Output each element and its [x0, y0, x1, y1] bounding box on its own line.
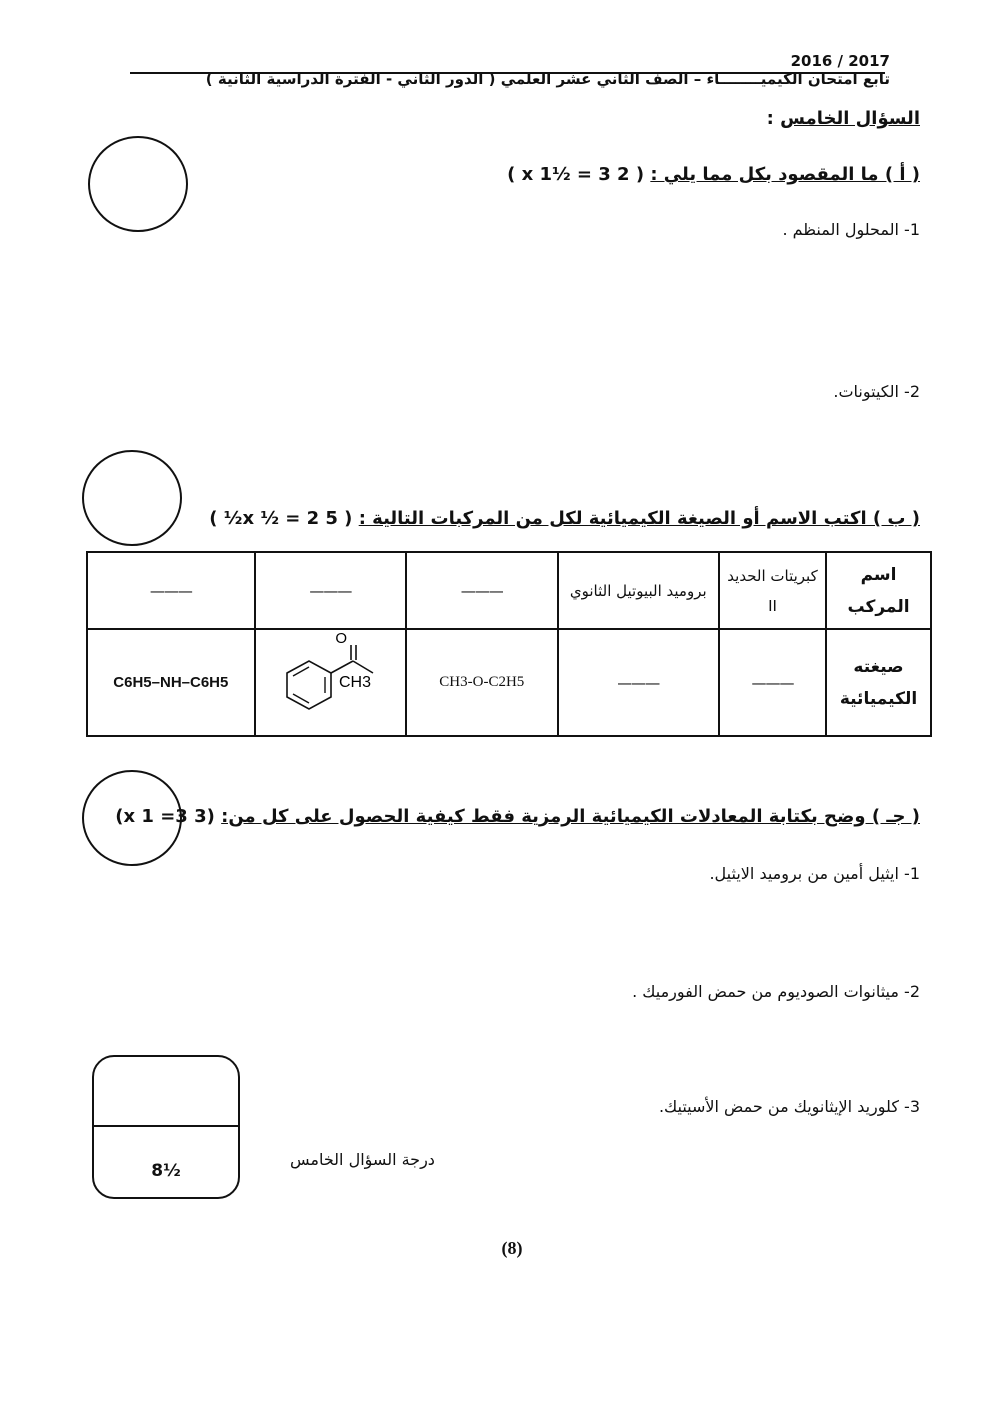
page-number: (8)	[501, 1238, 523, 1258]
grade-box-divider	[94, 1125, 238, 1127]
exam-year: 2016 / 2017	[790, 52, 890, 70]
name-cell-5: ———	[87, 552, 255, 629]
formula-cell-3: CH3-O-C2H5	[406, 629, 557, 736]
oxygen-label: O	[335, 632, 348, 647]
question-title	[767, 108, 920, 129]
part-c-head-text: ( جـ ) وضح بكتابة المعادلات الكيميائية الرمزية فقط كيفية الحصول على كل من:	[221, 806, 920, 827]
name-cell-2: بروميد البيوتيل الثانوي	[558, 552, 720, 629]
part-a-item-2: 2- الكيتونات.	[833, 382, 920, 401]
part-a-item-1: 1- المحلول المنظم .	[782, 220, 920, 239]
grade-total: 8½	[151, 1161, 181, 1181]
ring-carbonyl-bond	[331, 661, 353, 673]
part-c-marks: (3 x 1 =3)	[115, 806, 215, 827]
part-c-heading	[115, 806, 920, 827]
acetophenone-structure	[257, 633, 403, 729]
methyl-label: CH3	[339, 673, 372, 691]
part-b-head-text: ( ب ) اكتب الاسم أو الصيغة الكيميائية لكل من المركبات التالية :	[358, 508, 920, 529]
score-circle-a	[88, 136, 188, 232]
part-c-item-1: 1- ايثيل أمين من بروميد الايثيل.	[709, 864, 920, 883]
part-b-marks: ( 5 x ½ = 2½ )	[209, 508, 353, 529]
score-circle-b	[82, 450, 182, 546]
formula-cell-4	[255, 629, 406, 736]
header-underline	[130, 72, 885, 74]
part-a-heading	[507, 164, 920, 185]
row-label-formula: صيغته الكيميائية	[826, 629, 931, 736]
methyl-bond	[353, 661, 373, 673]
part-c-item-2: 2- ميثانوات الصوديوم من حمض الفورميك .	[632, 982, 920, 1001]
grade-label: درجة السؤال الخامس	[290, 1150, 435, 1169]
question-title-colon: :	[766, 108, 774, 129]
row-label-name: اسم المركب	[826, 552, 931, 629]
part-a-marks: ( 2 x 1½ = 3 )	[507, 164, 645, 185]
formula-cell-2: ———	[558, 629, 720, 736]
part-c-item-3: 3- كلوريد الإيثانويك من حمض الأسيتيك.	[658, 1097, 920, 1116]
table-row-names	[87, 552, 931, 629]
part-a-head-text: ( أ ) ما المقصود بكل مما يلي :	[650, 164, 920, 185]
name-cell-1: كبريتات الحديد II	[719, 552, 826, 629]
question-title-text: السؤال الخامس	[780, 108, 920, 129]
table-row-formulas	[87, 629, 931, 736]
name-cell-4: ———	[255, 552, 406, 629]
compounds-table	[86, 551, 932, 737]
formula-cell-5: C6H5–NH–C6H5	[87, 629, 255, 736]
exam-title: تابع امتحان الكيميــــــــاء – الصف الثاني عشر العلمي ( الدور الثاني - الفترة الدراسية الثانية )	[205, 70, 890, 88]
exam-header	[130, 52, 890, 88]
name-cell-3: ———	[406, 552, 557, 629]
part-b-heading	[209, 508, 920, 529]
formula-cell-1: ———	[719, 629, 826, 736]
grade-box	[92, 1055, 240, 1199]
